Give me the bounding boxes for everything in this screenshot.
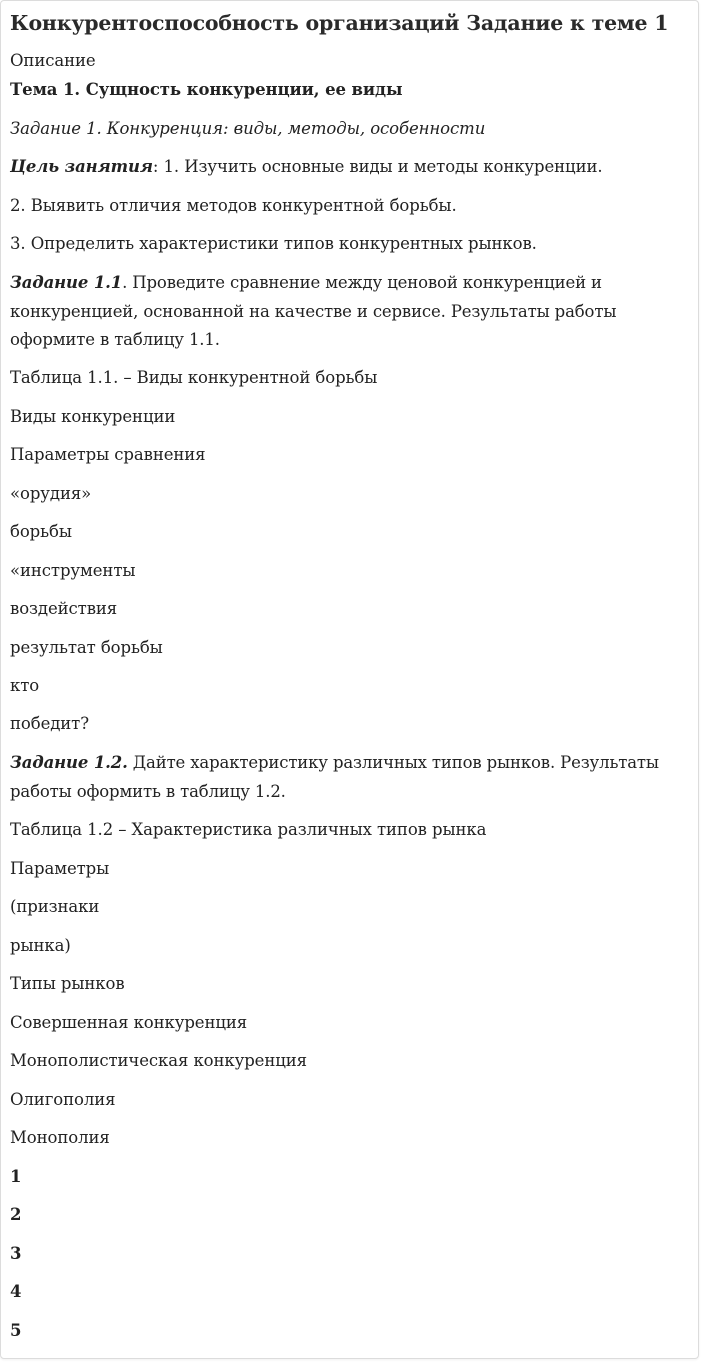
table-1-2-cell: Монополистическая конкуренция (10, 1051, 307, 1070)
table-1-2-cell: Совершенная конкуренция (10, 1013, 248, 1032)
table-1-1-cell: Виды конкуренции (10, 407, 176, 426)
topic-heading: Тема 1. Сущность конкуренции, ее виды (10, 80, 403, 99)
table-1-1-caption: Таблица 1.1. – Виды конкурентной борьбы (10, 368, 378, 387)
table-1-2-cell: Монополия (10, 1128, 110, 1147)
row-number: 4 (10, 1282, 22, 1301)
table-1-1-cell: воздействия (10, 599, 118, 618)
table-1-1-cell: «орудия» (10, 484, 92, 503)
goal-item: 2. Выявить отличия методов конкурентной борьбы. (10, 196, 457, 215)
table-1-2-cell: Типы рынков (10, 974, 125, 993)
table-1-1-cell: борьбы (10, 522, 72, 541)
row-number: 5 (10, 1321, 22, 1340)
task-1-2-text: Дайте характеристику различных типов рынков. Результаты работы оформить в таблицу 1.2. (10, 753, 659, 801)
row-number: 2 (10, 1205, 22, 1224)
table-1-1-cell: победит? (10, 714, 89, 733)
table-1-2-cell: (признаки (10, 897, 100, 916)
row-number: 1 (10, 1167, 22, 1186)
task-1-2-paragraph (10, 749, 692, 806)
page-title: Конкурентоспособность организаций Задание к теме 1 (10, 11, 669, 35)
row-number: 3 (10, 1244, 22, 1263)
task-1-2-label: Задание 1.2. (10, 753, 128, 772)
task-1-1-paragraph (10, 269, 692, 355)
description-label: Описание (10, 51, 96, 70)
goal-label: Цель занятия (10, 157, 153, 176)
table-1-2-cell: Параметры (10, 859, 110, 878)
table-1-2-caption: Таблица 1.2 – Характеристика различных типов рынка (10, 820, 487, 839)
goal-item: 3. Определить характеристики типов конкурентных рынков. (10, 234, 537, 253)
table-1-2-cell: Олигополия (10, 1090, 116, 1109)
goal-text: : 1. Изучить основные виды и методы конкуренции. (152, 157, 603, 176)
task-1-1-text: . Проведите сравнение между ценовой конкуренцией и конкуренцией, основанной на качестве и сервисе. Результаты работы оформите в таблицу 1.1. (10, 273, 617, 349)
goal-paragraph (10, 153, 603, 181)
table-1-1-cell: результат борьбы (10, 638, 163, 657)
task-title: Задание 1. Конкуренция: виды, методы, особенности (10, 119, 486, 138)
table-1-2-cell: рынка) (10, 936, 71, 955)
task-1-1-label: Задание 1.1 (10, 273, 123, 292)
table-1-1-cell: «инструменты (10, 561, 136, 580)
table-1-1-cell: Параметры сравнения (10, 445, 206, 464)
table-1-1-cell: кто (10, 676, 40, 695)
